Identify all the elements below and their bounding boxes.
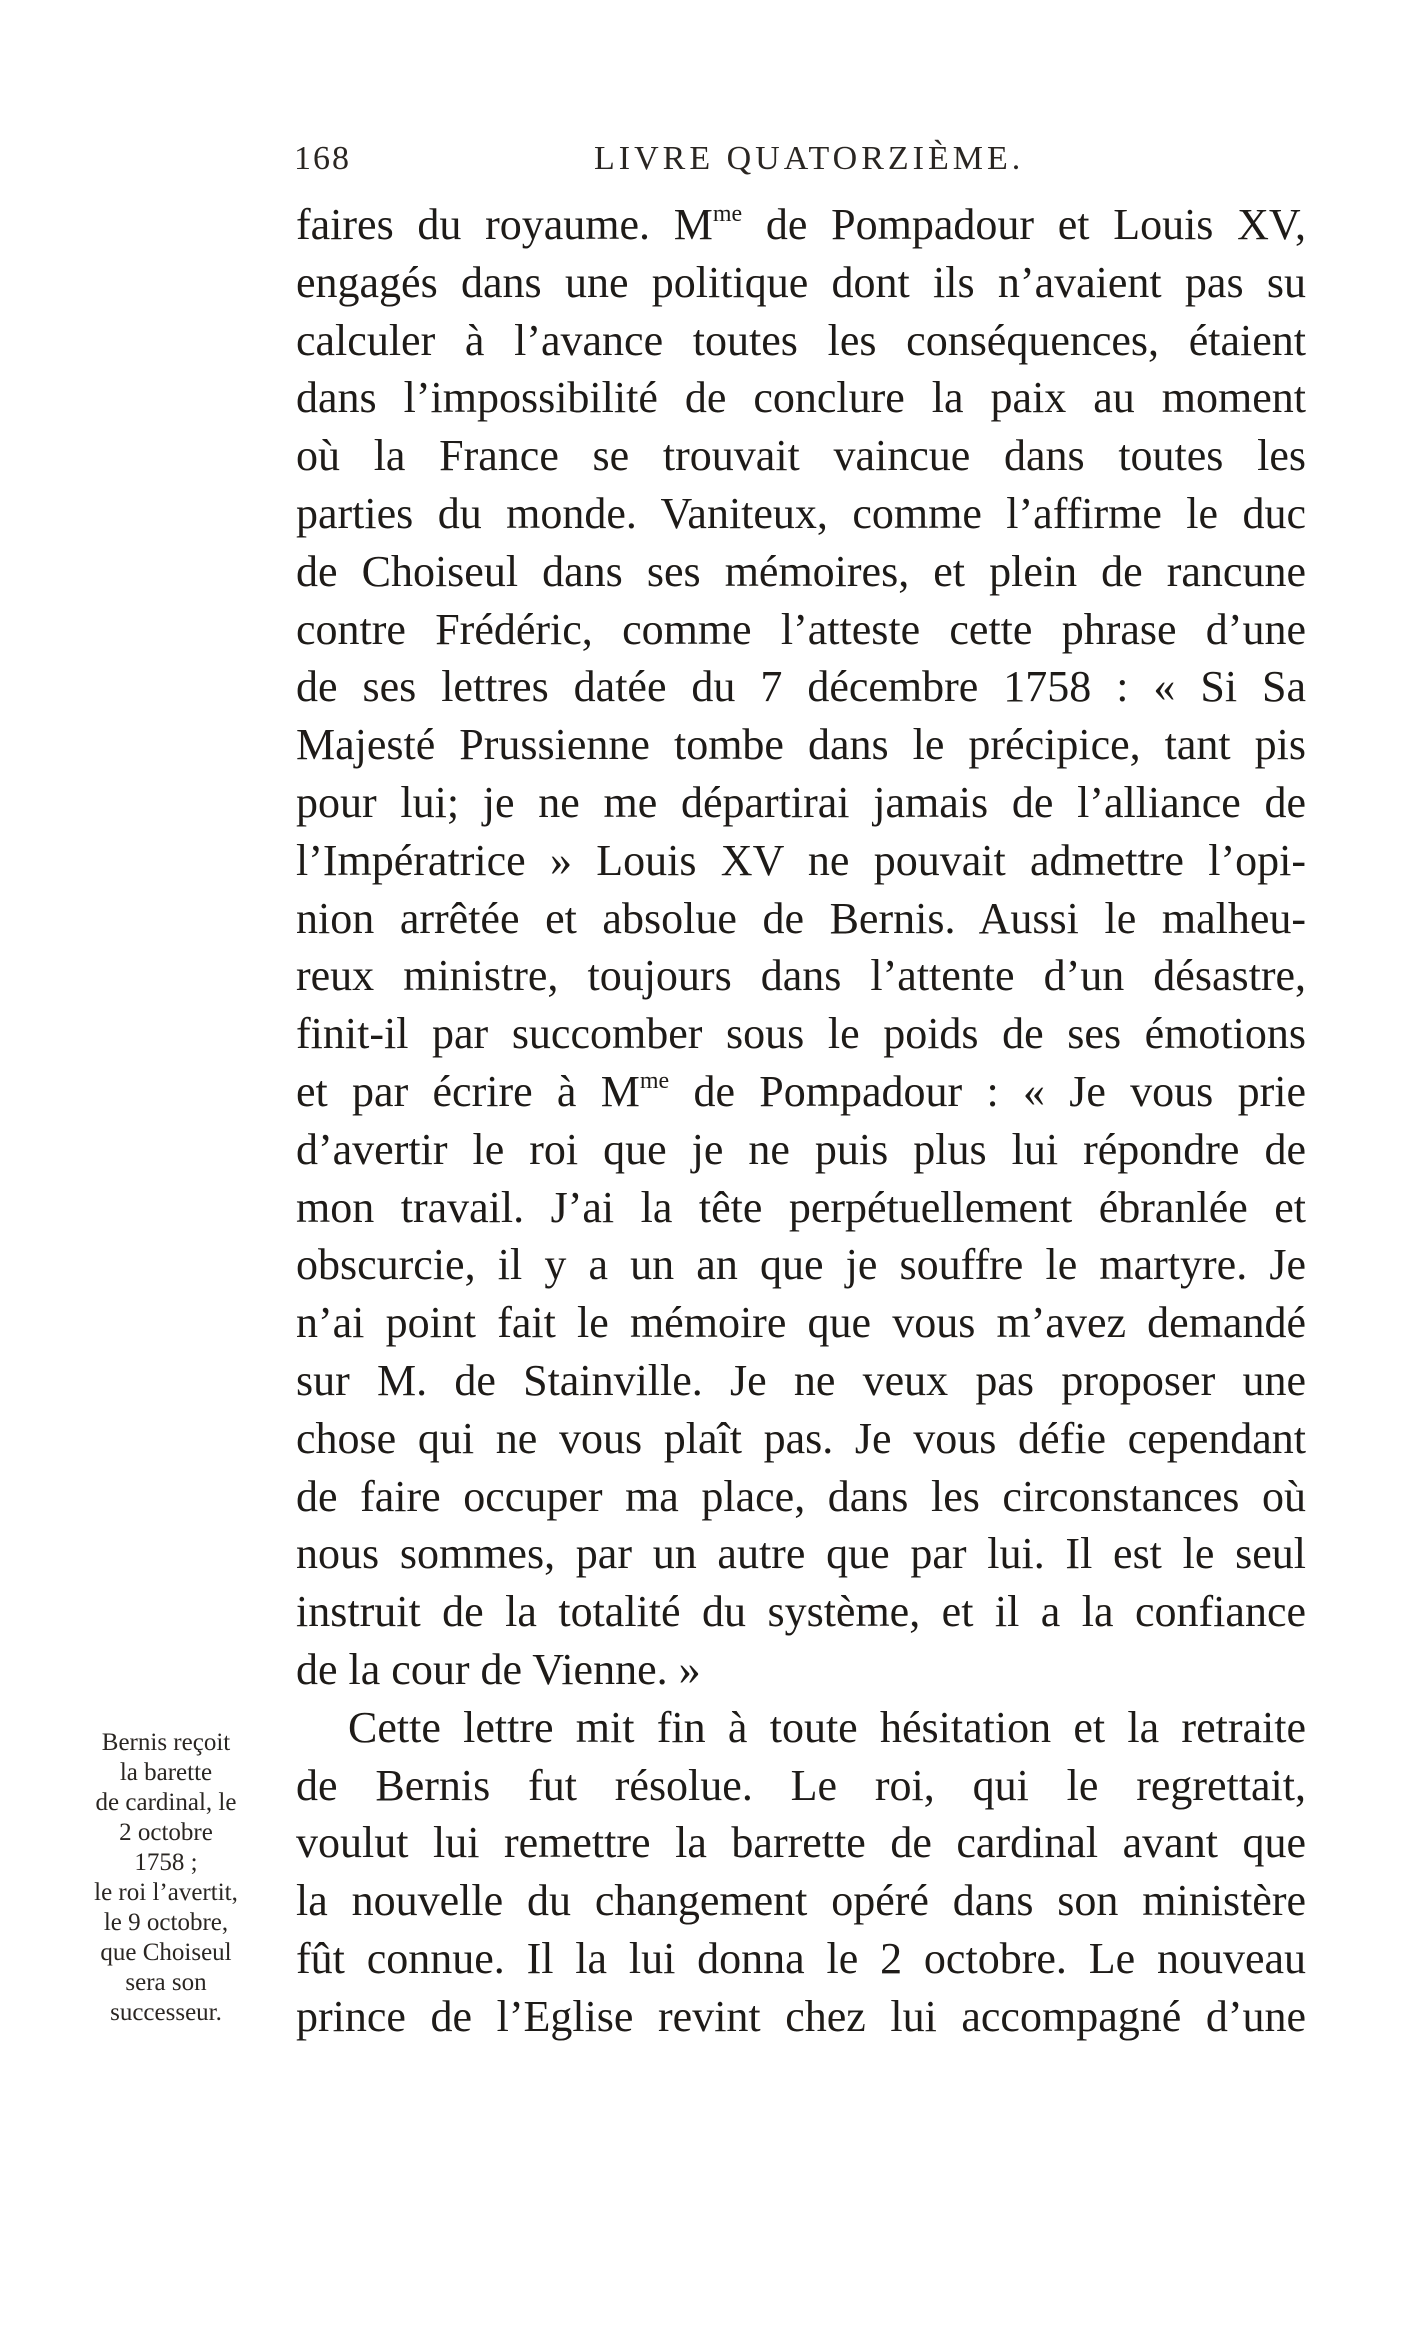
text-line-segment: nous sommes, par un autre que par lui. Il est le seul — [296, 1529, 1306, 1579]
text-line — [296, 485, 1306, 543]
text-line-segment: de la cour de Vienne. » — [296, 1644, 701, 1694]
text-line-segment: reux ministre, toujours dans l’attente d’un désastre, — [296, 951, 1306, 1001]
text-line — [296, 947, 1306, 1005]
text-line-segment: voulut lui remettre la barrette de cardinal avant que — [296, 1818, 1306, 1868]
text-line — [296, 1179, 1306, 1237]
superscript: me — [639, 1067, 670, 1094]
text-line-segment: de ses lettres datée du 7 décembre 1758 : « Si Sa — [296, 662, 1306, 712]
text-line-segment: l’Impératrice » Louis XV ne pouvait admettre l’opi- — [296, 835, 1306, 885]
margin-note-line: successeur. — [110, 1999, 222, 2026]
text-line — [296, 1814, 1306, 1872]
text-line-segment: contre Frédéric, comme l’atteste cette phrase d’une — [296, 604, 1306, 654]
text-line-segment: de Pompadour et Louis XV, — [742, 200, 1306, 249]
text-line-segment: pour lui; je ne me départirai jamais de l’alliance de — [296, 777, 1306, 827]
text-line — [296, 1583, 1306, 1641]
running-header — [294, 140, 1304, 190]
text-line-segment: où la France se trouvait vaincue dans toutes les — [296, 431, 1306, 481]
text-line — [296, 890, 1306, 948]
text-line — [296, 1525, 1306, 1583]
text-line — [296, 1121, 1306, 1179]
margin-note-line: Bernis reçoit — [101, 1729, 231, 1756]
text-line-segment: d’avertir le roi que je ne puis plus lui répondre de — [296, 1124, 1306, 1174]
text-line — [296, 1352, 1306, 1410]
text-line-segment: de Pompadour : « Je vous prie — [669, 1066, 1306, 1116]
text-line-segment: prince de l’Eglise revint chez lui accompagné d’une — [296, 1991, 1306, 2041]
text-line — [296, 543, 1306, 601]
text-line — [296, 254, 1306, 312]
text-line — [296, 601, 1306, 659]
text-line — [296, 196, 1306, 254]
text-line — [296, 716, 1306, 774]
text-line-segment: Majesté Prussienne tombe dans le précipice, tant pis — [296, 720, 1306, 770]
text-line — [296, 1930, 1306, 1988]
margin-note-line: le roi l’avertit, — [94, 1879, 238, 1906]
text-line-segment: faires du royaume. M — [296, 200, 713, 249]
text-line — [296, 1641, 1306, 1699]
text-line-segment: chose qui ne vous plaît pas. Je vous défie cependant — [296, 1413, 1306, 1463]
text-line — [296, 1468, 1306, 1526]
running-title: LIVRE QUATORZIÈME. — [594, 140, 1025, 177]
text-line — [296, 312, 1306, 370]
text-line-segment: n’ai point fait le mémoire que vous m’avez demandé — [296, 1298, 1306, 1348]
body-text — [296, 196, 1306, 2046]
text-line — [296, 1410, 1306, 1468]
text-line-segment: instruit de la totalité du système, et il a la confiance — [296, 1587, 1306, 1637]
text-line — [296, 1294, 1306, 1352]
text-line — [296, 1236, 1306, 1294]
text-line-segment: de faire occuper ma place, dans les circonstances où — [296, 1471, 1306, 1521]
margin-note-line: de cardinal, le — [95, 1789, 237, 1816]
text-line-segment: nion arrêtée et absolue de Bernis. Aussi le malheu- — [296, 893, 1306, 943]
superscript: me — [712, 201, 743, 227]
text-line — [296, 1063, 1306, 1121]
text-line — [296, 427, 1306, 485]
text-line-segment: de Choiseul dans ses mémoires, et plein de rancune — [296, 546, 1306, 596]
margin-note-line: la barette — [119, 1759, 213, 1786]
text-line-segment: engagés dans une politique dont ils n’avaient pas su — [296, 257, 1306, 307]
text-line — [296, 1988, 1306, 2046]
text-line-segment: fût connue. Il la lui donna le 2 octobre. Le nouveau — [296, 1933, 1306, 1983]
margin-note-line: sera son — [125, 1969, 207, 1996]
text-line-segment: de Bernis fut résolue. Le roi, qui le regrettait, — [296, 1760, 1306, 1810]
text-line-segment: obscurcie, il y a un an que je souffre le martyre. Je — [296, 1240, 1306, 1290]
text-line-segment: Cette lettre mit fin à toute hésitation et la retraite — [348, 1702, 1306, 1752]
text-line-segment: parties du monde. Vaniteux, comme l’affirme le duc — [296, 488, 1306, 538]
text-line-segment: dans l’impossibilité de conclure la paix au moment — [296, 373, 1306, 423]
text-line — [296, 774, 1306, 832]
margin-note-line: 1758 ; — [134, 1849, 198, 1876]
text-line-segment: la nouvelle du changement opéré dans son ministère — [296, 1876, 1306, 1926]
margin-note — [52, 1728, 280, 2028]
margin-note-line: que Choiseul — [100, 1939, 232, 1966]
text-line-segment: sur M. de Stainville. Je ne veux pas proposer une — [296, 1355, 1306, 1405]
text-line — [296, 1005, 1306, 1063]
text-line — [296, 1757, 1306, 1815]
text-line-segment: mon travail. J’ai la tête perpétuellement ébranlée et — [296, 1182, 1306, 1232]
text-line-segment: et par écrire à M — [296, 1066, 640, 1116]
margin-note-line: le 9 octobre, — [103, 1909, 229, 1936]
text-line — [296, 1872, 1306, 1930]
text-line-segment: calculer à l’avance toutes les conséquences, étaient — [296, 315, 1306, 365]
margin-note-line: 2 octobre — [119, 1819, 213, 1846]
text-line — [296, 1699, 1306, 1757]
text-line — [296, 369, 1306, 427]
page-number: 168 — [294, 140, 351, 177]
text-line — [296, 658, 1306, 716]
text-line — [296, 832, 1306, 890]
text-line-segment: finit-il par succomber sous le poids de ses émotions — [296, 1009, 1306, 1059]
